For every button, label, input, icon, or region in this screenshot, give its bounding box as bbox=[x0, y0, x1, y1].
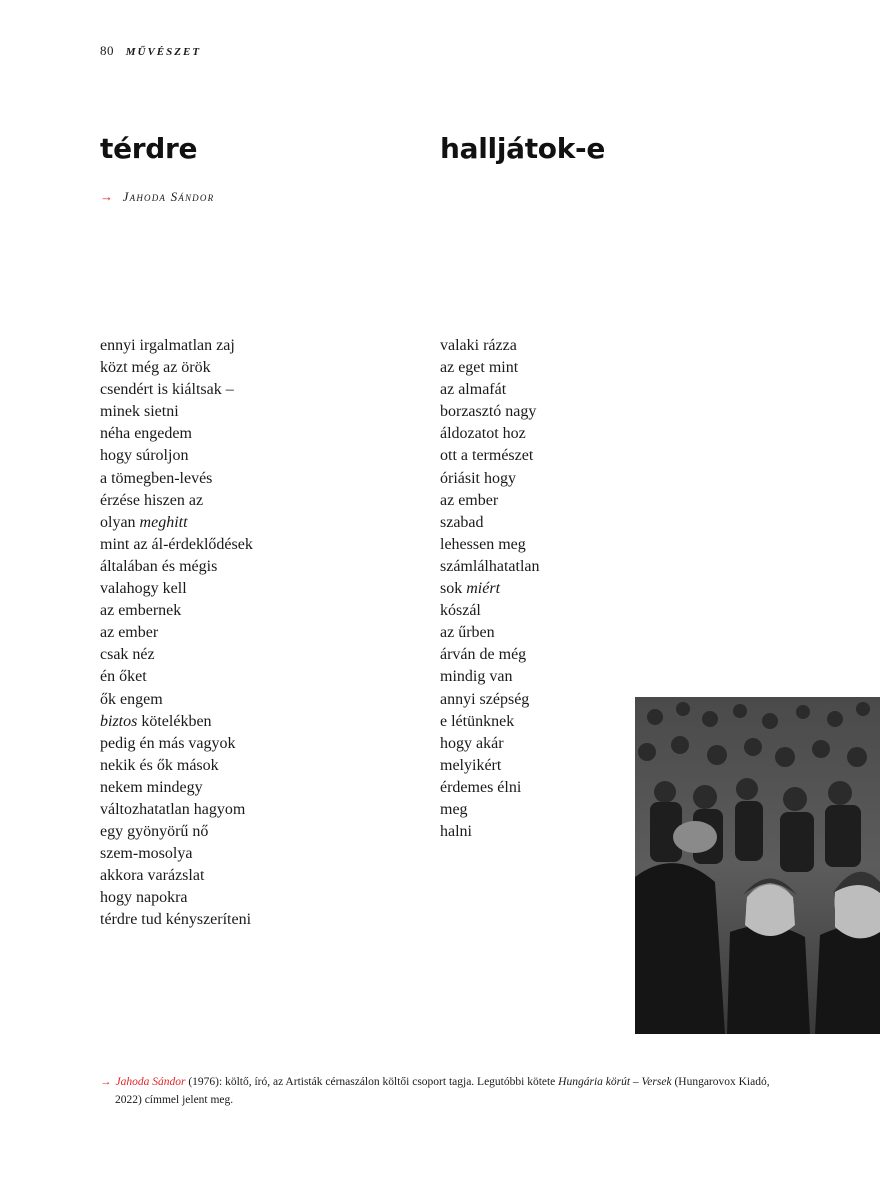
poem-line: néha engedem bbox=[100, 425, 192, 443]
poem-line: az almafát bbox=[440, 381, 507, 399]
page-number: 80 bbox=[100, 43, 114, 58]
poem-line: érzése hiszen az bbox=[100, 491, 204, 509]
poem-line: annyi szépség bbox=[440, 690, 530, 708]
poem-title-2: halljátok-e bbox=[440, 132, 606, 165]
italic-word: miért bbox=[466, 580, 501, 598]
poem-line: változhatatlan hagyom bbox=[100, 800, 246, 818]
footnote-text-3: 2022) címmel jelent meg. bbox=[115, 1094, 234, 1106]
author-footnote bbox=[100, 1073, 820, 1109]
poem-line: biztos kötelékben bbox=[100, 712, 212, 730]
poem-body-2 bbox=[440, 335, 540, 843]
poem-line: minek sietni bbox=[100, 403, 179, 421]
poem-line: mint az ál-érdeklődések bbox=[100, 535, 253, 553]
poem-line: én őket bbox=[100, 668, 147, 686]
footnote-text-2: (Hungarovox Kiadó, bbox=[671, 1076, 770, 1088]
poem-line: az ember bbox=[100, 624, 159, 642]
poem-line: borzasztó nagy bbox=[440, 403, 537, 421]
poem-title-1: térdre bbox=[100, 132, 198, 165]
author-name: Jahoda Sándor bbox=[122, 189, 215, 204]
author-byline bbox=[100, 189, 214, 205]
poem-line: meg bbox=[440, 800, 468, 818]
poem-line: valaki rázza bbox=[440, 337, 517, 354]
arrow-right-icon: → bbox=[100, 189, 115, 204]
running-header bbox=[100, 43, 201, 59]
footnote-book-title: Hungária körút – Versek bbox=[558, 1076, 672, 1088]
poem-line: melyikért bbox=[440, 756, 502, 774]
footnote-author-name: Jahoda Sándor bbox=[115, 1076, 186, 1088]
poem-line: számlálhatatlan bbox=[440, 557, 540, 575]
footnote-text-1: (1976): költő, író, az Artisták cérnaszálon költői csoport tagja. Legutóbbi kötete bbox=[185, 1076, 559, 1088]
poem-line: egy gyönyörű nő bbox=[100, 823, 209, 841]
poem-line: érdemes élni bbox=[440, 778, 522, 796]
poem-line: hogy súroljon bbox=[100, 447, 189, 465]
poem-line: lehessen meg bbox=[440, 535, 526, 553]
poem-line: csendért is kiáltsak – bbox=[100, 381, 234, 399]
italic-word: meghitt bbox=[139, 513, 188, 531]
poem-line: hogy akár bbox=[440, 734, 504, 752]
crowd-photo bbox=[635, 697, 880, 1034]
poem-line: hogy napokra bbox=[100, 889, 188, 907]
poem-line: az ember bbox=[440, 491, 499, 509]
poem-line: óriásit hogy bbox=[440, 469, 516, 487]
poem-line: az eget mint bbox=[440, 359, 519, 377]
poem-line: áldozatot hoz bbox=[440, 425, 526, 443]
poem-line: mindig van bbox=[440, 668, 513, 686]
poem-line: szabad bbox=[440, 513, 484, 531]
poem-line: sok miért bbox=[440, 580, 501, 598]
poem-body-1 bbox=[100, 335, 253, 932]
poem-line: ők engem bbox=[100, 690, 163, 708]
poem-line: a tömegben-levés bbox=[100, 469, 213, 487]
poem-line: általában és mégis bbox=[100, 557, 218, 575]
poem-line: az embernek bbox=[100, 602, 182, 620]
poem-line: halni bbox=[440, 823, 472, 841]
poem-line: nekem mindegy bbox=[100, 778, 203, 796]
poem-line: térdre tud kényszeríteni bbox=[100, 911, 252, 929]
poem-line: pedig én más vagyok bbox=[100, 734, 236, 752]
poem-line: e létünknek bbox=[440, 712, 515, 730]
crowd-photo-image bbox=[635, 697, 880, 1034]
poem-line: közt még az örök bbox=[100, 359, 211, 377]
poem-line: szem-mosolya bbox=[100, 845, 193, 863]
italic-word: biztos bbox=[100, 712, 138, 730]
poem-line: nekik és ők mások bbox=[100, 756, 219, 774]
poem-line: valahogy kell bbox=[100, 580, 187, 598]
poem-line: csak néz bbox=[100, 646, 155, 664]
poem-line: ott a természet bbox=[440, 447, 534, 465]
arrow-right-icon: → bbox=[100, 1076, 112, 1088]
poem-line: ennyi irgalmatlan zaj bbox=[100, 337, 235, 354]
poem-line: az űrben bbox=[440, 624, 495, 642]
section-name: MŰVÉSZET bbox=[125, 46, 202, 58]
poem-line: olyan meghitt bbox=[100, 513, 188, 531]
poem-line: árván de még bbox=[440, 646, 527, 664]
poem-line: kószál bbox=[440, 602, 481, 620]
poem-line: akkora varázslat bbox=[100, 867, 205, 885]
